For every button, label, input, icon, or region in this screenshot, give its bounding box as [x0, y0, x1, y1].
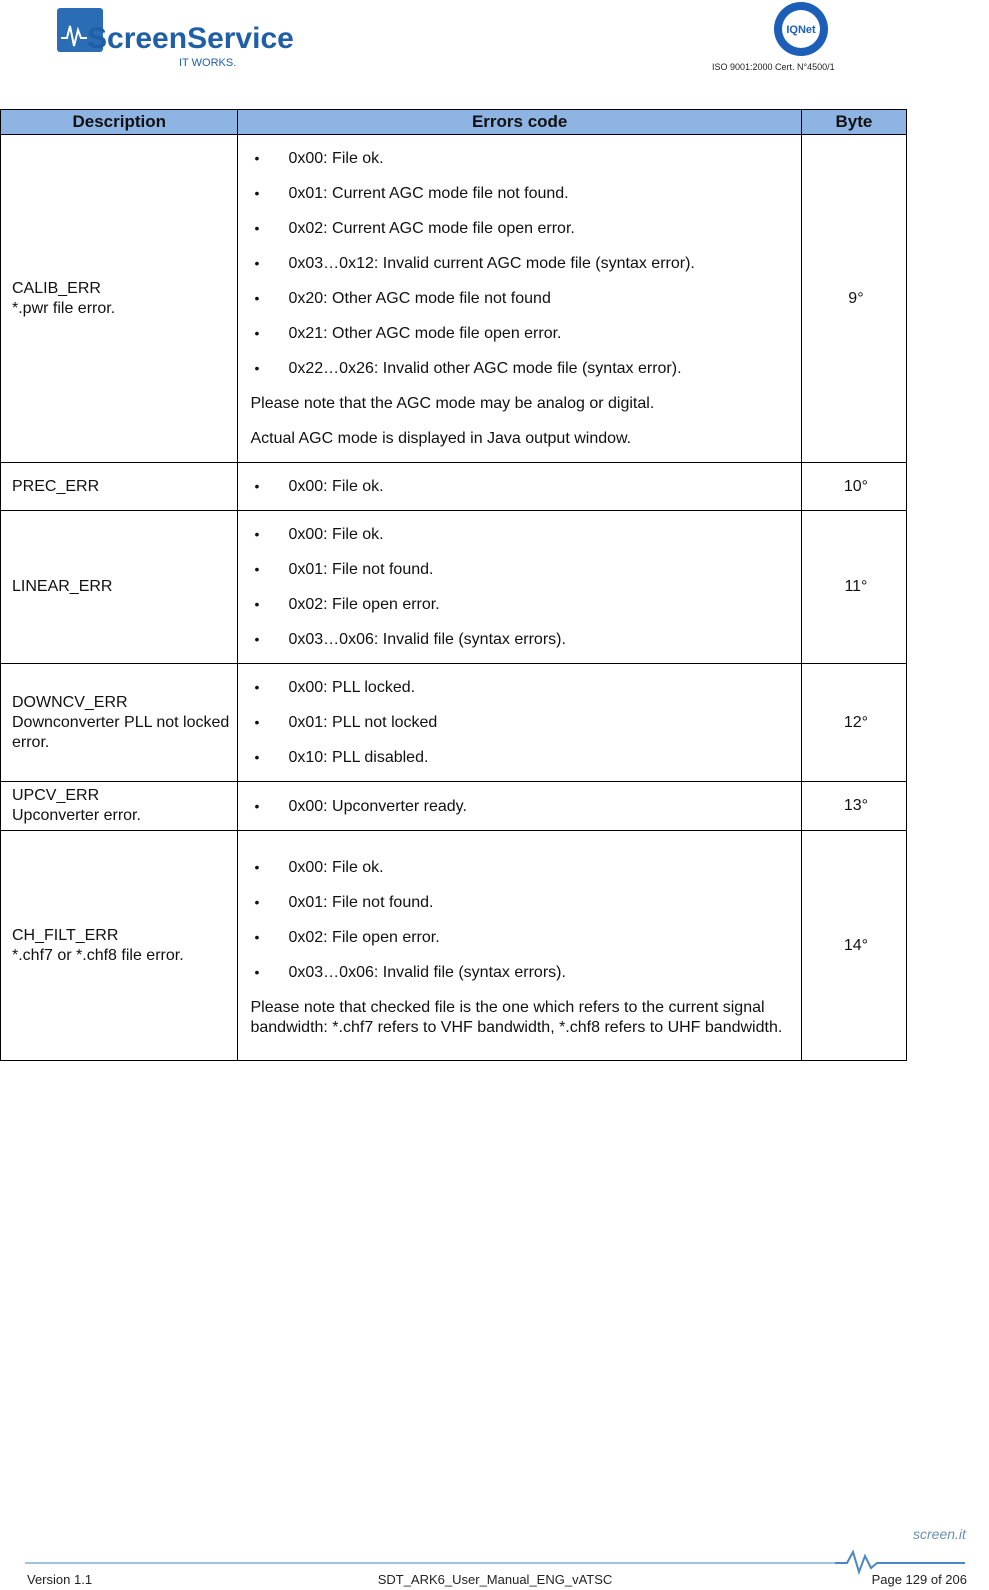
description-cell	[1, 664, 238, 782]
error-name: CH_FILT_ERR	[12, 926, 119, 944]
description-header: Description	[1, 110, 238, 135]
codes-cell	[238, 831, 801, 1061]
errors-table	[0, 109, 907, 1061]
note-text: Please note that the AGC mode may be analog or digital.	[250, 395, 655, 412]
codes-cell	[238, 135, 801, 463]
list-item: • 0x01: File not found.	[250, 885, 790, 920]
error-name: LINEAR_ERR	[12, 578, 113, 595]
byte-cell	[801, 831, 906, 1061]
byte-value: 12°	[843, 713, 869, 731]
byte-cell	[801, 135, 906, 463]
logo-tagline: IT WORKS.	[179, 57, 237, 69]
list-item: • 0x22…0x26: Invalid other AGC mode file (syntax error).	[250, 351, 790, 386]
note-text: Please note that checked file is the one which refers to the current signal bandwidth: *.chf7 refers to VHF bandwidth, *.chf8 refers to UHF bandwidth.	[250, 998, 783, 1036]
byte-cell	[801, 511, 906, 664]
byte-cell	[801, 782, 906, 831]
error-subtitle: *.pwr file error.	[12, 299, 116, 317]
error-name: CALIB_ERR	[12, 279, 101, 297]
table-row	[1, 463, 907, 511]
description-cell	[1, 135, 238, 463]
list-item: • 0x03…0x06: Invalid file (syntax errors).	[250, 622, 790, 657]
error-name: UPCV_ERR	[12, 787, 100, 804]
list-item: • 0x02: Current AGC mode file open error.	[250, 211, 790, 246]
list-item: • 0x03…0x12: Invalid current AGC mode file (syntax error).	[250, 246, 790, 281]
table-row	[1, 782, 907, 831]
list-item: • 0x10: PLL disabled.	[250, 740, 790, 775]
description-cell	[1, 511, 238, 664]
byte-value: 13°	[843, 797, 869, 814]
error-name: DOWNCV_ERR	[12, 693, 128, 711]
list-item: • 0x00: Upconverter ready.	[250, 789, 790, 824]
table-row	[1, 511, 907, 664]
description-cell	[1, 782, 238, 831]
list-item: • 0x02: File open error.	[250, 920, 790, 955]
byte-value: 14°	[843, 936, 869, 954]
table-row	[1, 831, 907, 1061]
codes-cell	[238, 782, 801, 831]
error-subtitle: *.chf7 or *.chf8 file error.	[12, 946, 184, 964]
footer-document-name: SDT_ARK6_User_Manual_ENG_vATSC	[377, 1572, 613, 1587]
codes-cell	[238, 511, 801, 664]
list-item: • 0x01: Current AGC mode file not found.	[250, 176, 790, 211]
byte-value: 11°	[844, 578, 868, 595]
byte-value: 9°	[848, 289, 864, 307]
logo-text: ScreenService	[87, 22, 294, 55]
description-cell	[1, 463, 238, 511]
footer-brand: screen.it	[913, 1526, 966, 1542]
byte-value: 10°	[843, 477, 869, 495]
codes-cell	[238, 463, 801, 511]
certification-text: ISO 9001:2000 Cert. N°4500/1	[712, 62, 835, 72]
byte-cell	[801, 463, 906, 511]
error-subtitle: Upconverter error.	[12, 807, 141, 824]
list-item: • 0x03…0x06: Invalid file (syntax errors).	[250, 955, 790, 990]
list-item: • 0x00: File ok.	[250, 517, 790, 552]
table-row	[1, 664, 907, 782]
codes-cell	[238, 664, 801, 782]
table-header-row	[1, 110, 907, 135]
list-item: • 0x00: File ok.	[250, 850, 790, 885]
table-row	[1, 135, 907, 463]
description-cell	[1, 831, 238, 1061]
footer-page-number: Page 129 of 206	[871, 1572, 967, 1587]
error-name: PREC_ERR	[12, 477, 100, 495]
iqnet-certification-badge	[771, 0, 831, 58]
error-subtitle: Downconverter PLL not locked error.	[12, 713, 230, 751]
errors-code-header: Errors code	[238, 110, 801, 135]
list-item: • 0x01: File not found.	[250, 552, 790, 587]
byte-header: Byte	[801, 110, 906, 135]
list-item: • 0x20: Other AGC mode file not found	[250, 281, 790, 316]
screenservice-logo	[57, 8, 294, 70]
list-item: • 0x00: File ok.	[250, 141, 790, 176]
list-item: • 0x02: File open error.	[250, 587, 790, 622]
list-item: • 0x00: PLL locked.	[250, 670, 790, 705]
byte-cell	[801, 664, 906, 782]
list-item: • 0x00: File ok.	[250, 469, 790, 504]
footer-version: Version 1.1	[27, 1572, 93, 1587]
cert-badge-text: IQNet	[786, 24, 816, 36]
note-text: Actual AGC mode is displayed in Java output window.	[250, 430, 632, 447]
list-item: • 0x21: Other AGC mode file open error.	[250, 316, 790, 351]
list-item: • 0x01: PLL not locked	[250, 705, 790, 740]
